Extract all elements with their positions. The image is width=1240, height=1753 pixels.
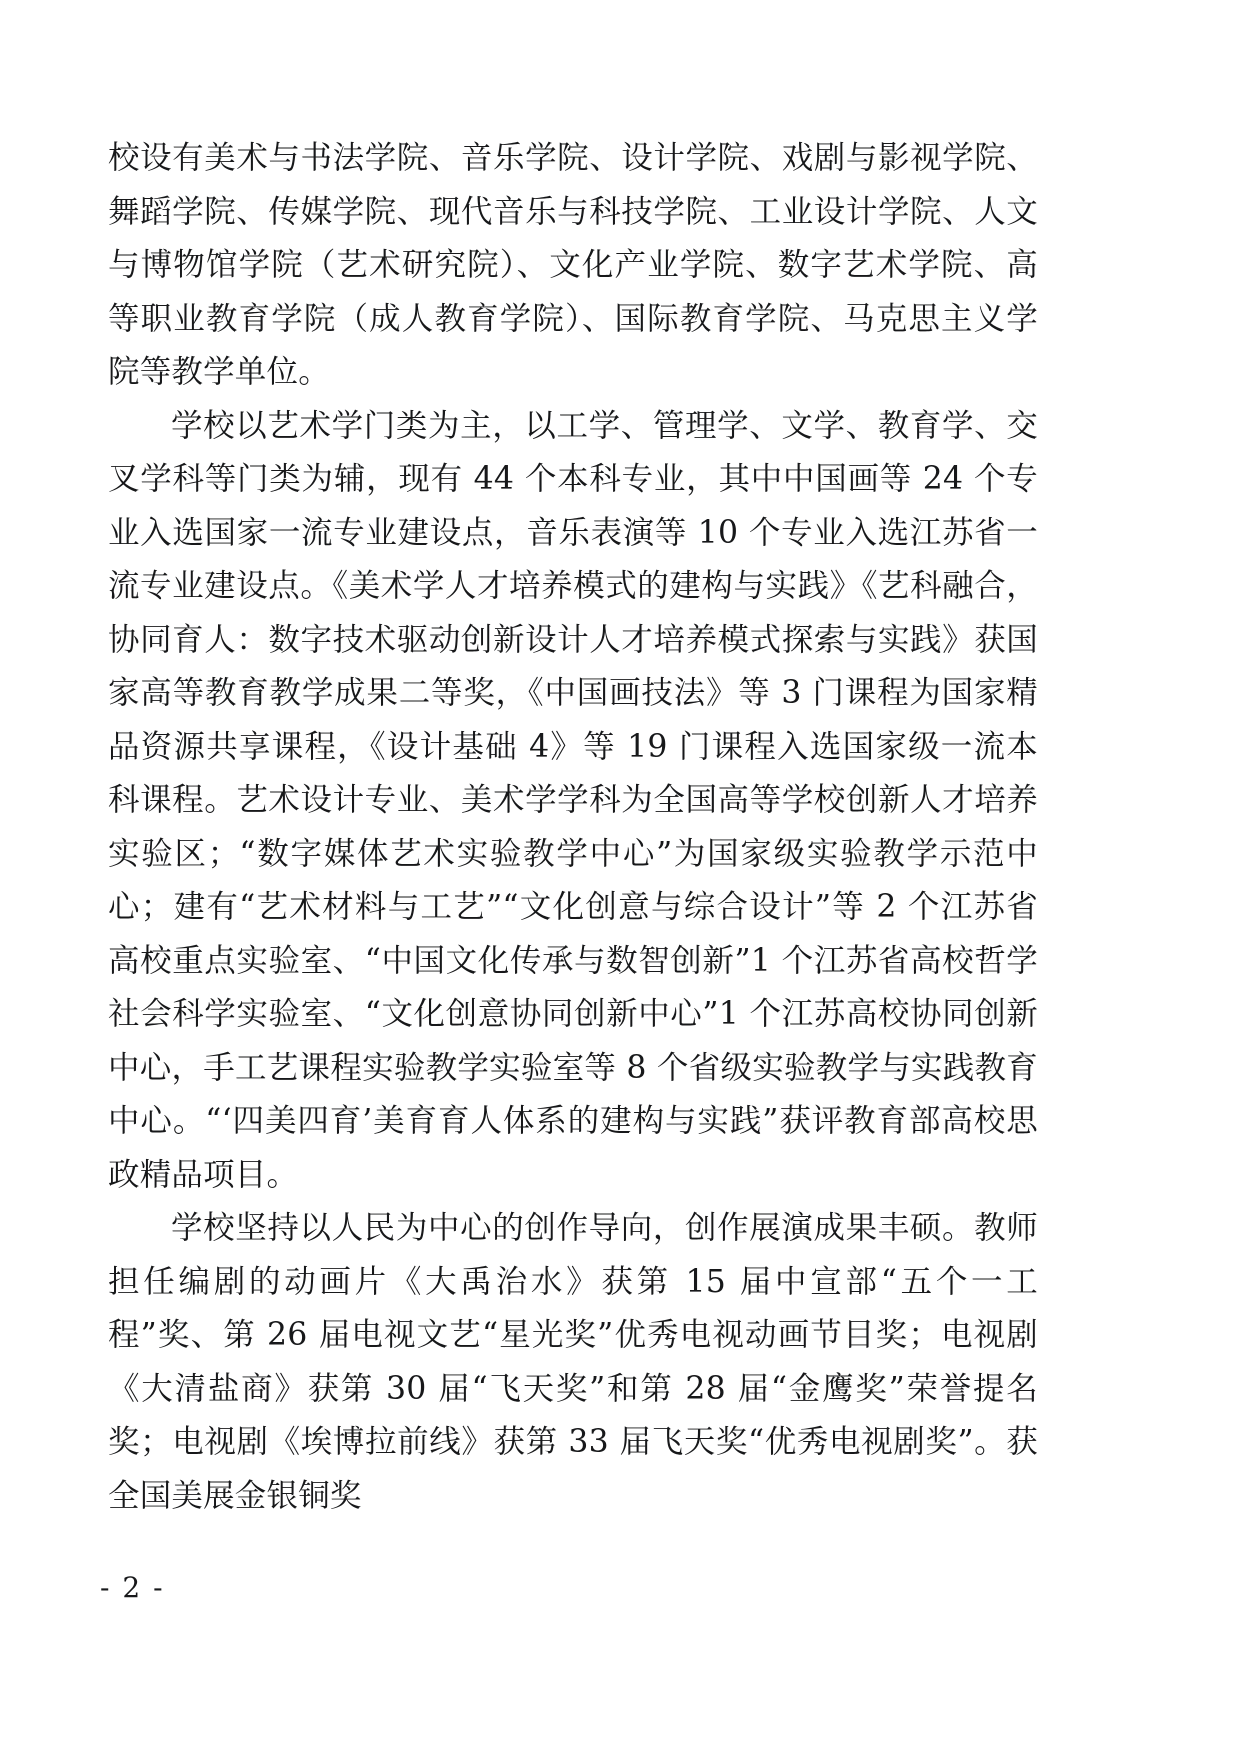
paragraph-1: 校设有美术与书法学院、音乐学院、设计学院、戏剧与影视学院、舞蹈学院、传媒学院、现代音乐与科技学院、工业设计学院、人文与博物馆学院（艺术研究院）、文化产业学院、数字艺术学院、高等职业教育学院（成人教育学院）、国际教育学院、马克思主义学院等教学单位。	[108, 140, 1038, 390]
paragraph-3: 学校坚持以人民为中心的创作导向，创作展演成果丰硕。教师担任编剧的动画片《大禹治水》获第 15 届中宣部“五个一工程”奖、第 26 届电视文艺“星光奖”优秀电视动画节目奖；电视剧《大清盐商》获第 30 届“飞天奖”和第 28 届“金鹰奖”荣誉提名奖；电视剧《埃博拉前线》获第 33 届飞天奖“优秀电视剧奖”。获全国美展金银铜奖	[108, 1210, 1038, 1514]
paragraph-2: 学校以艺术学门类为主，以工学、管理学、文学、教育学、交叉学科等门类为辅，现有 44 个本科专业，其中中国画等 24 个专业入选国家一流专业建设点，音乐表演等 10 个专业入选江苏省一流专业建设点。《美术学人才培养模式的建构与实践》《艺科融合，协同育人：数字技术驱动创新设计人才培养模式探索与实践》获国家高等教育教学成果二等奖，《中国画技法》等 3 门课程为国家精品资源共享课程，《设计基础 4》等 19 门课程入选国家级一流本科课程。艺术设计专业、美术学学科为全国高等学校创新人才培养实验区；“数字媒体艺术实验教学中心”为国家级实验教学示范中心；建有“艺术材料与工艺”“文化创意与综合设计”等 2 个江苏省高校重点实验室、“中国文化传承与数智创新”1 个江苏省高校哲学社会科学实验室、“文化创意协同创新中心”1 个江苏高校协同创新中心，手工艺课程实验教学实验室等 8 个省级实验教学与实践教育中心。“‘四美四育’美育育人体系的建构与实践”获评教育部高校思政精品项目。	[108, 407, 1038, 1193]
document-body	[108, 132, 1038, 1523]
page-number: - 2 -	[100, 1571, 165, 1604]
